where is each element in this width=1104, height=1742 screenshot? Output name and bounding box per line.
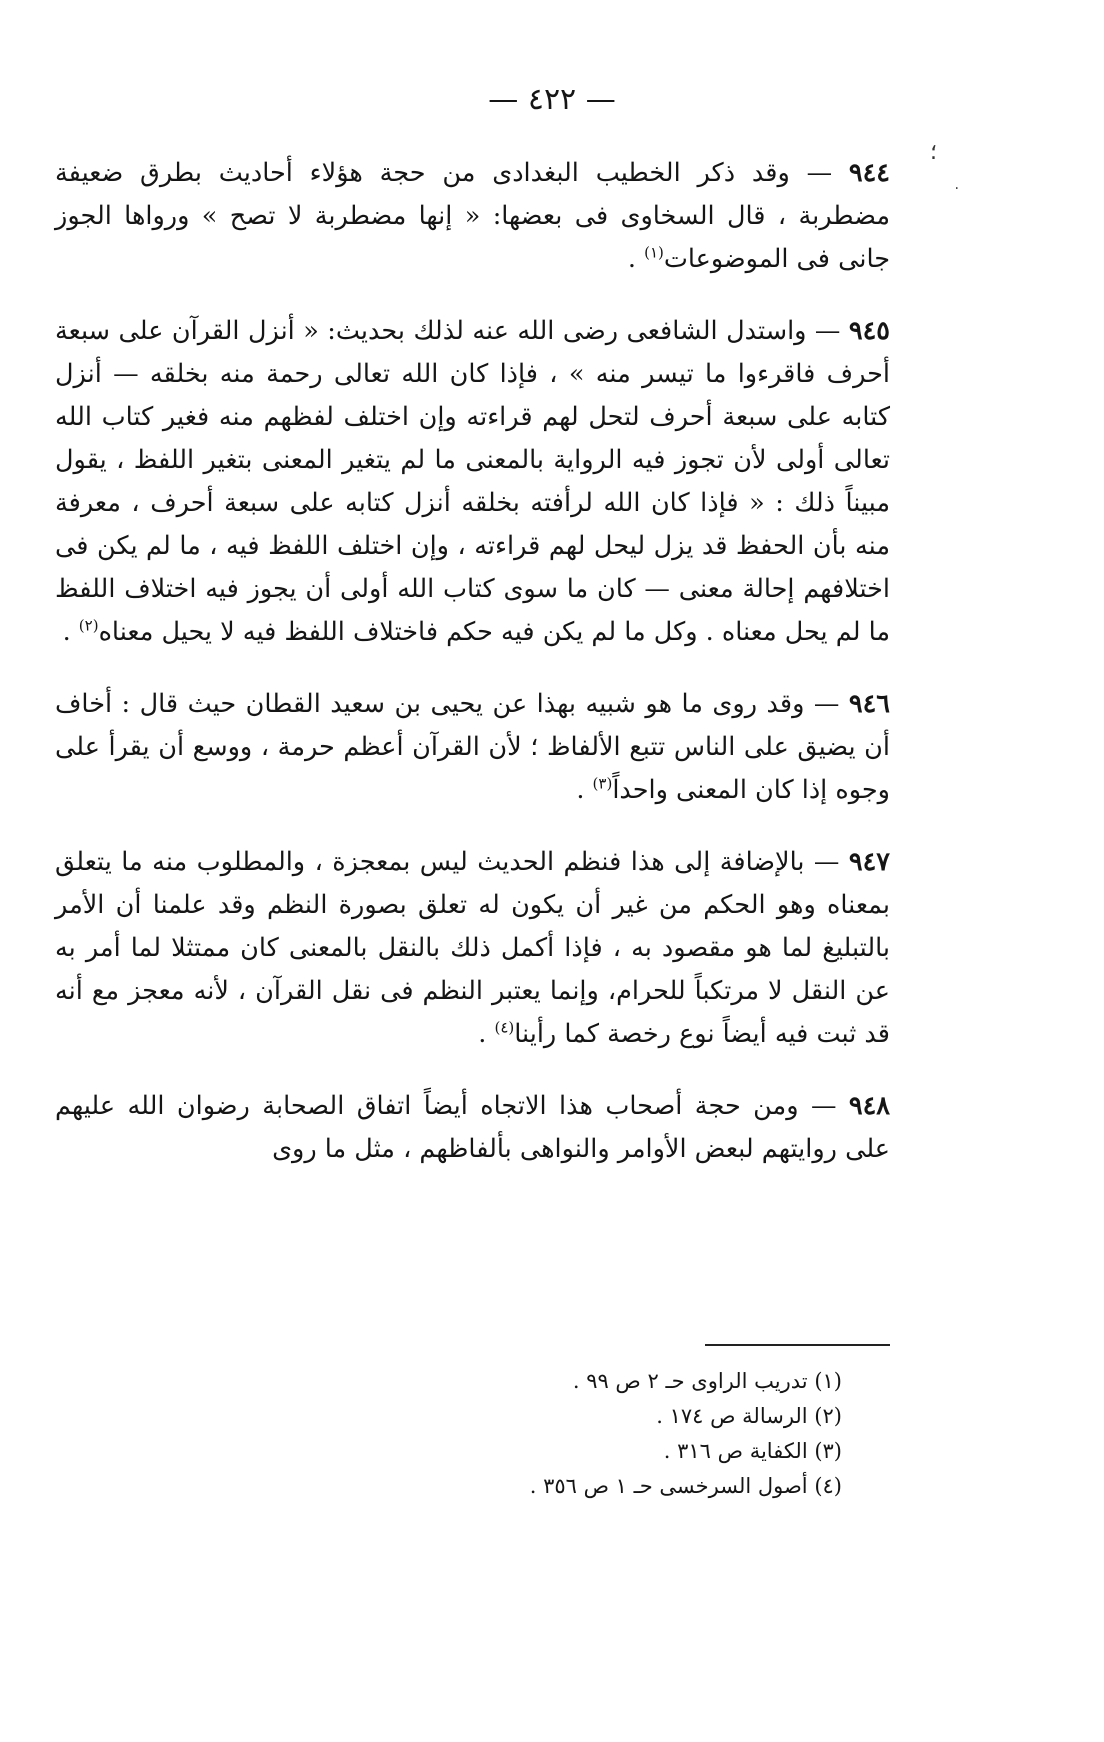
paragraph-ending: . [62,617,79,647]
footnote-2: (٢) الرسالة ص ١٧٤ . [656,1404,842,1428]
paragraph-text: — بالإضافة إلى هذا فنظم الحديث ليس بمعجزة ، والمطلوب منه ما يتعلق بمعناه وهو الحكم من غير أن يكون له تعلق بصورة النظم وقد علمنا أن الأمر بالتبليغ لما هو مقصود به ، فإذا أكمل ذلك بالنقل بالمعنى كان ممتثلا لما أمر به عن النقل لا مرتكباً للحرام، وإنما يعتبر النظم فى نقل القرآن ، لأنه معجز مع أنه قد ثبت فيه أيضاً نوع رخصة كما رأينا [55,847,890,1049]
paragraph-ending: . [576,775,593,805]
footnote-reference[interactable]: (٢) [78,616,99,635]
paragraph-ending: . [478,1019,495,1049]
paragraph-946 [55,683,890,812]
paragraph-text: — وقد روى ما هو شبيه بهذا عن يحيى بن سعيد القطان حيث قال : أخاف أن يضيق على الناس تتبع الألفاظ ؛ لأن القرآن أعظم حرمة ، ووسع أن يقرأ على وجوه إذا كان المعنى واحداً [55,689,890,805]
footnote-reference[interactable]: (٣) [592,774,613,793]
paragraph-945 [55,310,890,654]
footnote-4: (٤) أصول السرخسى حـ ١ ص ٣٥٦ . [529,1474,842,1498]
paragraph-number: ٩٤٧ [848,847,890,877]
paragraph-text: — ومن حجة أصحاب هذا الاتجاه أيضاً اتفاق الصحابة رضوان الله عليهم على روايتهم لبعض الأوامر والنواهى بألفاظهم ، مثل ما روى [55,1091,890,1164]
body-text [55,152,890,1200]
paragraph-947 [55,841,890,1056]
footnote-1: (١) تدريب الراوى حـ ٢ ص ٩٩ . [572,1369,842,1393]
margin-mark: ؛ [930,140,937,165]
paragraph-number: ٩٤٦ [848,689,890,719]
margin-mark: ٠ [953,180,961,196]
paragraph-text: — واستدل الشافعى رضى الله عنه لذلك بحديث: « أنزل القرآن على سبعة أحرف فاقرءوا ما تيسر منه » ، فإذا كان الله تعالى رحمة منه بخلقه — أنزل كتابه على سبعة أحرف لتحل لهم قراءته وإن اختلف لفظهم منه فغير كتاب الله تعالى أولى لأن تجوز فيه الرواية بالمعنى ما لم يتغير المعنى بتغير اللفظ ، يقول مبيناً ذلك : « فإذا كان الله لرأفته بخلقه أنزل كتابه على سبعة أحرف ، معرفة منه بأن الحفظ قد يزل ليحل لهم قراءته ، وإن اختلف اللفظ فيه ، ما لم يكن فى اختلافهم إحالة معنى — كان ما سوى كتاب الله أولى أن يجوز فيه اختلاف اللفظ ما لم يحل معناه . وكل ما لم يكن فيه حكم فاختلاف اللفظ فيه لا يحيل معناه [55,316,890,647]
footnote-separator [705,1344,890,1346]
footnote-reference[interactable]: (٤) [494,1018,515,1037]
page-number: — ٤٢٢ — [488,82,616,117]
paragraph-text: — وقد ذكر الخطيب البغدادى من حجة هؤلاء أحاديث بطرق ضعيفة مضطربة ، قال السخاوى فى بعضها: « إنها مضطربة لا تصح » ورواها الجوز جانى فى الموضوعات [55,158,890,274]
paragraph-948 [55,1085,890,1171]
footnote-3: (٣) الكفاية ص ٣١٦ . [663,1439,842,1463]
footnotes [342,1364,842,1504]
footnote-reference[interactable]: (١) [644,243,664,262]
paragraph-944 [55,152,890,281]
paragraph-number: ٩٤٥ [848,316,890,346]
paragraph-ending: . [627,244,645,274]
paragraph-number: ٩٤٨ [848,1091,890,1121]
paragraph-number: ٩٤٤ [848,158,890,188]
